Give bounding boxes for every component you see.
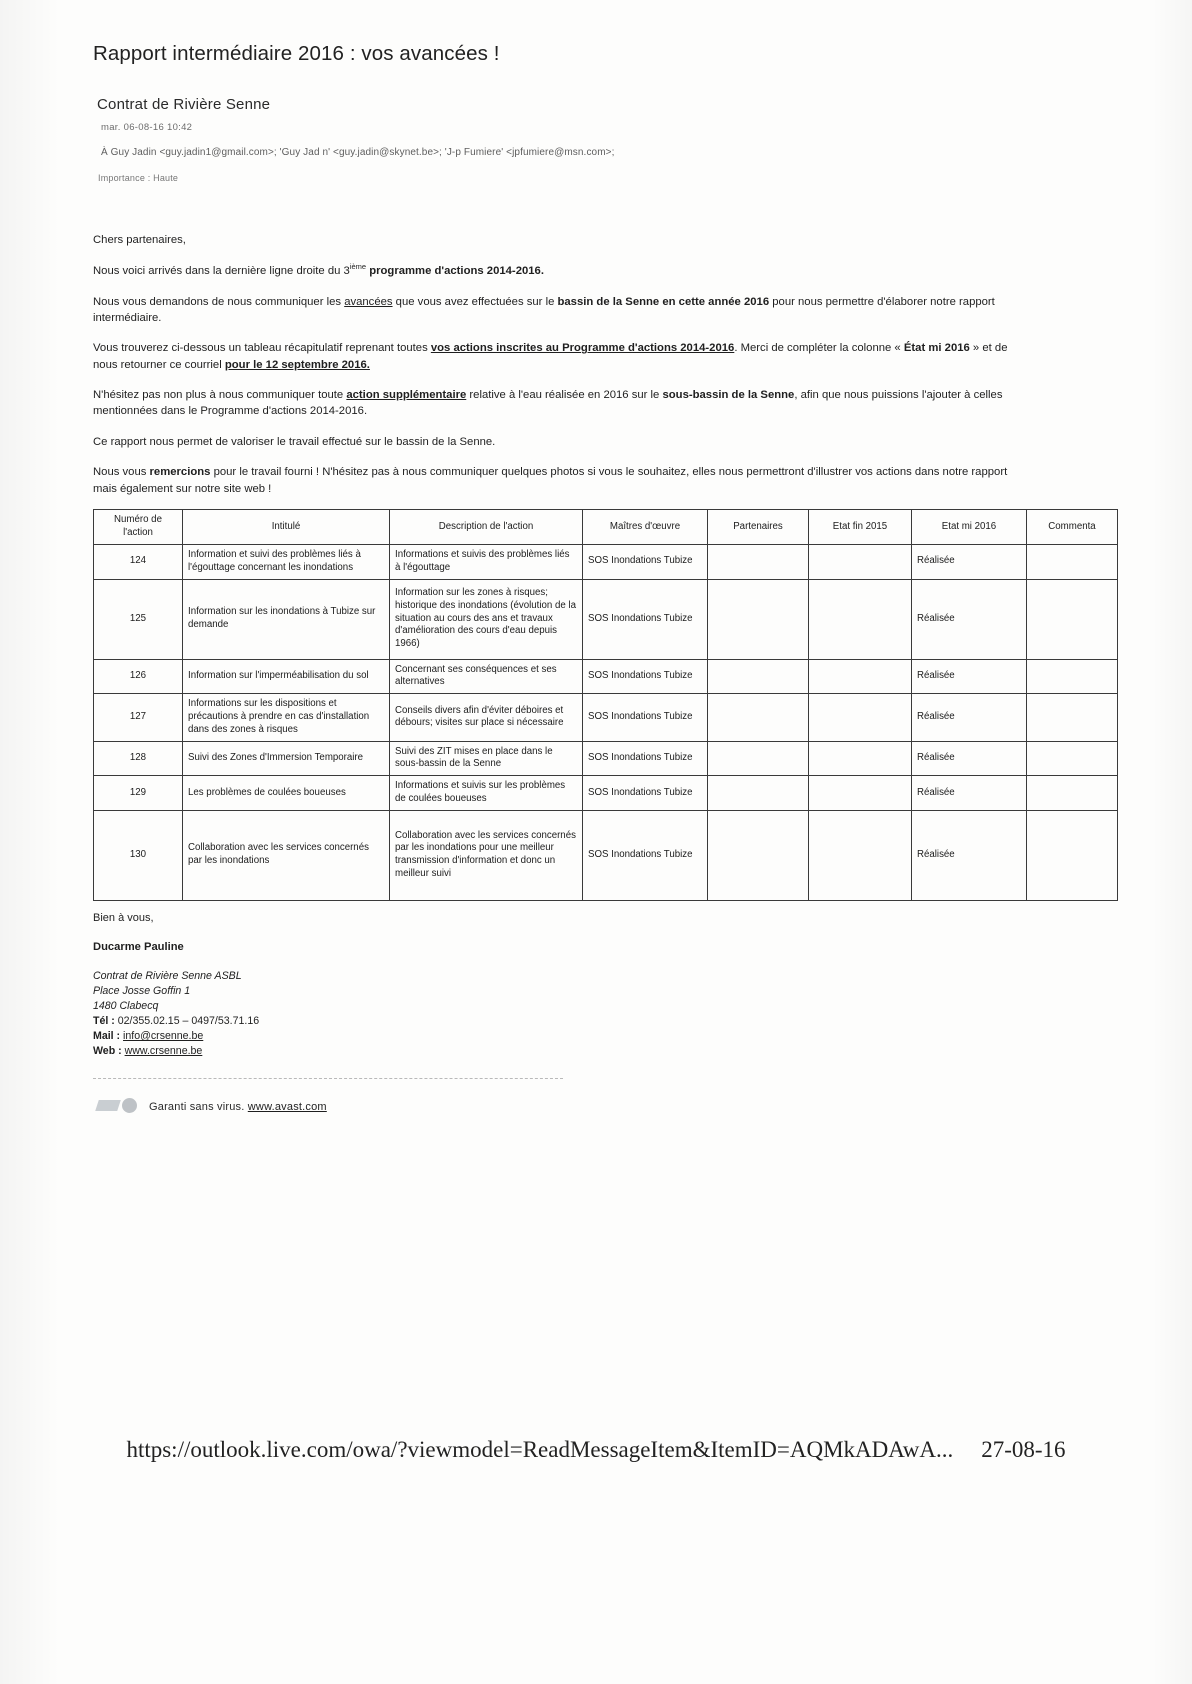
- table-row: [94, 694, 1118, 741]
- signature-web-label: Web :: [93, 1045, 125, 1058]
- signature-phone-label: Tél :: [93, 1015, 118, 1028]
- signature-phone-line: [93, 1014, 693, 1029]
- cell-etat-mi-2016[interactable]: Réalisée: [912, 579, 1027, 659]
- p3-bold-1: État mi 2016: [903, 342, 970, 355]
- header-maitres: Maîtres d'œuvre: [583, 510, 708, 545]
- header-partenaires: Partenaires: [708, 510, 809, 545]
- cell-description: Concernant ses conséquences et ses alternatives: [390, 659, 583, 694]
- cell-numero: 127: [94, 694, 183, 741]
- p6-bold-1: remercions: [149, 466, 211, 479]
- p6-part-a: Nous vous: [93, 466, 150, 479]
- cell-partenaires: [708, 579, 809, 659]
- cell-maitres: SOS Inondations Tubize: [583, 741, 708, 776]
- avast-logo-icon: [97, 1096, 139, 1118]
- table-header-row: [94, 510, 1118, 545]
- paragraph-5: Ce rapport nous permet de valoriser le travail effectué sur le bassin de la Senne.: [93, 435, 496, 448]
- p2-part-c: pour nous permettre d'élaborer notre rapport intermédiaire.: [93, 295, 995, 324]
- p2-part-b: que vous avez effectuées sur le: [392, 295, 558, 308]
- header-numero: Numéro de l'action: [94, 510, 183, 545]
- cell-intitule: Information sur l'imperméabilisation du sol: [183, 659, 390, 694]
- cell-commentaire[interactable]: [1027, 694, 1118, 741]
- cell-maitres: SOS Inondations Tubize: [583, 776, 708, 811]
- p1-part-b: programme d'actions 2014-2016.: [366, 265, 544, 278]
- p4-part-b: relative à l'eau réalisée en 2016 sur le: [466, 389, 663, 402]
- p4-underline-inner: action supplémentaire: [346, 389, 467, 402]
- sender-name: Contrat de Rivière Senne: [97, 96, 271, 113]
- cell-etat-mi-2016[interactable]: Réalisée: [912, 659, 1027, 694]
- scan-edge-left: [0, 0, 60, 1684]
- table-row: [94, 810, 1118, 900]
- cell-intitule: Informations sur les dispositions et précautions à prendre en cas d'installation dans des zones à risques: [183, 694, 390, 741]
- cell-etat-fin-2015: [809, 810, 912, 900]
- cell-maitres: SOS Inondations Tubize: [583, 579, 708, 659]
- p4-part-a: N'hésitez pas non plus à nous communiquer toute: [93, 389, 347, 402]
- cell-intitule: Information sur les inondations à Tubize sur demande: [183, 579, 390, 659]
- cell-numero: 129: [94, 776, 183, 811]
- cell-description: Informations et suivis sur les problèmes de coulées boueuses: [390, 776, 583, 811]
- cell-commentaire[interactable]: [1027, 776, 1118, 811]
- cell-commentaire[interactable]: [1027, 741, 1118, 776]
- cell-partenaires: [708, 659, 809, 694]
- cell-etat-fin-2015: [809, 694, 912, 741]
- header-description: Description de l'action: [390, 510, 583, 545]
- scan-edge-right: [1152, 0, 1192, 1684]
- p1-superscript: ième: [349, 262, 367, 272]
- header-etat-mi-2016: Etat mi 2016: [912, 510, 1027, 545]
- cell-intitule: Suivi des Zones d'Immersion Temporaire: [183, 741, 390, 776]
- cell-commentaire[interactable]: [1027, 545, 1118, 580]
- cell-numero: 125: [94, 579, 183, 659]
- cell-etat-fin-2015: [809, 659, 912, 694]
- salutation: Chers partenaires,: [93, 234, 186, 246]
- paragraph-3: [93, 340, 1013, 373]
- cell-etat-mi-2016[interactable]: Réalisée: [912, 776, 1027, 811]
- cell-etat-mi-2016[interactable]: Réalisée: [912, 694, 1027, 741]
- cell-maitres: SOS Inondations Tubize: [583, 810, 708, 900]
- p3-underline-1: [431, 342, 734, 354]
- table-row: [94, 741, 1118, 776]
- closing-greeting: Bien à vous,: [93, 912, 154, 924]
- avast-text: [149, 1101, 327, 1113]
- p3-part-c: » et de nous retourner ce courriel: [93, 342, 1008, 371]
- signature-phone-value: 02/355.02.15 – 0497/53.71.16: [117, 1015, 260, 1028]
- p6-part-b: pour le travail fourni ! N'hésitez pas à nous communiquer quelques photos si vous le souhaitez, elles nous permettront d'illustrer vos actions dans notre rapport mais également sur notre site web !: [93, 466, 1008, 495]
- signature-web-line: [93, 1044, 693, 1059]
- p3-underline-2-inner: pour le 12 septembre 2016.: [224, 358, 370, 371]
- signature-address-2: 1480 Clabecq: [93, 1000, 159, 1013]
- p3-part-a: Vous trouverez ci-dessous un tableau récapitulatif reprenant toutes: [93, 342, 431, 355]
- cell-description: Suivi des ZIT mises en place dans le sous-bassin de la Senne: [390, 741, 583, 776]
- cell-description: Conseils divers afin d'éviter déboires et débours; visites sur place si nécessaire: [390, 694, 583, 741]
- signer-name: Ducarme Pauline: [93, 941, 184, 953]
- table-body: [94, 545, 1118, 901]
- sent-date: mar. 06-08-16 10:42: [101, 122, 193, 133]
- page-footer: [0, 1437, 1192, 1463]
- cell-numero: 124: [94, 545, 183, 580]
- signature-web-link[interactable]: www.crsenne.be: [124, 1045, 203, 1058]
- cell-partenaires: [708, 545, 809, 580]
- table-row: [94, 579, 1118, 659]
- avast-link[interactable]: www.avast.com: [247, 1101, 327, 1113]
- header-commentaire: Commenta: [1027, 510, 1118, 545]
- paragraph-4: [93, 387, 1013, 420]
- signature-org: Contrat de Rivière Senne ASBL: [93, 970, 242, 982]
- signature-mail-label: Mail :: [93, 1030, 124, 1043]
- cell-intitule: Les problèmes de coulées boueuses: [183, 776, 390, 811]
- cell-etat-mi-2016[interactable]: Réalisée: [912, 810, 1027, 900]
- cell-maitres: SOS Inondations Tubize: [583, 545, 708, 580]
- signature-divider: [93, 1078, 563, 1079]
- cell-numero: 128: [94, 741, 183, 776]
- p2-part-a: Nous vous demandons de nous communiquer les: [93, 295, 345, 308]
- cell-commentaire[interactable]: [1027, 579, 1118, 659]
- cell-maitres: SOS Inondations Tubize: [583, 659, 708, 694]
- header-intitule: Intitulé: [183, 510, 390, 545]
- cell-commentaire[interactable]: [1027, 810, 1118, 900]
- p4-bold-1: sous-bassin de la Senne: [662, 389, 795, 402]
- cell-etat-fin-2015: [809, 741, 912, 776]
- footer-date: 27-08-16: [981, 1437, 1066, 1462]
- cell-etat-fin-2015: [809, 776, 912, 811]
- cell-etat-fin-2015: [809, 545, 912, 580]
- p3-underline-2: [225, 359, 370, 371]
- p3-part-b: . Merci de compléter la colonne «: [734, 342, 904, 355]
- p1-part-a: Nous voici arrivés dans la dernière ligne droite du 3: [93, 265, 350, 278]
- cell-partenaires: [708, 776, 809, 811]
- paragraph-2: [93, 294, 1013, 327]
- footer-url: https://outlook.live.com/owa/?viewmodel=ReadMessageItem&ItemID=AQMkADAwA...: [126, 1437, 954, 1462]
- table-head: [94, 510, 1118, 545]
- email-body: [93, 232, 1013, 511]
- signature-mail-line: [93, 1029, 693, 1044]
- paragraph-1: [93, 262, 1013, 279]
- signature-details: [93, 969, 693, 1059]
- avast-label: Garanti sans virus.: [149, 1101, 245, 1113]
- p2-underline-1: avancées: [344, 295, 393, 308]
- signature-address-1: Place Josse Goffin 1: [93, 985, 191, 998]
- avast-footer: [97, 1096, 327, 1118]
- page-title: Rapport intermédiaire 2016 : vos avancées !: [93, 42, 500, 65]
- p3-underline-inner: vos actions inscrites au Programme d'actions 2014-2016: [430, 342, 735, 355]
- table-row: [94, 776, 1118, 811]
- cell-partenaires: [708, 694, 809, 741]
- cell-description: Informations et suivis des problèmes liés à l'égouttage: [390, 545, 583, 580]
- cell-etat-mi-2016[interactable]: Réalisée: [912, 741, 1027, 776]
- paragraph-6: [93, 464, 1013, 497]
- cell-numero: 126: [94, 659, 183, 694]
- cell-maitres: SOS Inondations Tubize: [583, 694, 708, 741]
- cell-intitule: Information et suivi des problèmes liés à l'égouttage concernant les inondations: [183, 545, 390, 580]
- cell-commentaire[interactable]: [1027, 659, 1118, 694]
- p2-bold-1: bassin de la Senne en cette année 2016: [557, 295, 770, 308]
- cell-intitule: Collaboration avec les services concernés par les inondations: [183, 810, 390, 900]
- header-etat-fin-2015: Etat fin 2015: [809, 510, 912, 545]
- cell-numero: 130: [94, 810, 183, 900]
- cell-etat-mi-2016[interactable]: Réalisée: [912, 545, 1027, 580]
- cell-partenaires: [708, 741, 809, 776]
- cell-description: Collaboration avec les services concernés par les inondations pour une meilleur transmission d'information et donc un meilleur suivi: [390, 810, 583, 900]
- table-row: [94, 545, 1118, 580]
- cell-description: Information sur les zones à risques; historique des inondations (évolution de la situation au cours des ans et travaux d'amélioration des cours d'eau depuis 1966): [390, 579, 583, 659]
- mail-header: [97, 96, 1097, 183]
- actions-table: [93, 509, 1118, 901]
- p4-underline-1: [346, 389, 466, 401]
- p4-part-c: , afin que nous puissions l'ajouter à celles mentionnées dans le Programme d'actions 2014-2016.: [93, 389, 1003, 418]
- importance-line: Importance : Haute: [98, 173, 179, 183]
- table-row: [94, 659, 1118, 694]
- signature-block: [93, 912, 693, 1059]
- signature-mail-link[interactable]: info@crsenne.be: [123, 1030, 204, 1043]
- cell-partenaires: [708, 810, 809, 900]
- recipients-line: À Guy Jadin <guy.jadin1@gmail.com>; 'Guy Jad n' <guy.jadin@skynet.be>; 'J-p Fumiere' <jpfumiere@msn.com>;: [101, 147, 615, 158]
- cell-etat-fin-2015: [809, 579, 912, 659]
